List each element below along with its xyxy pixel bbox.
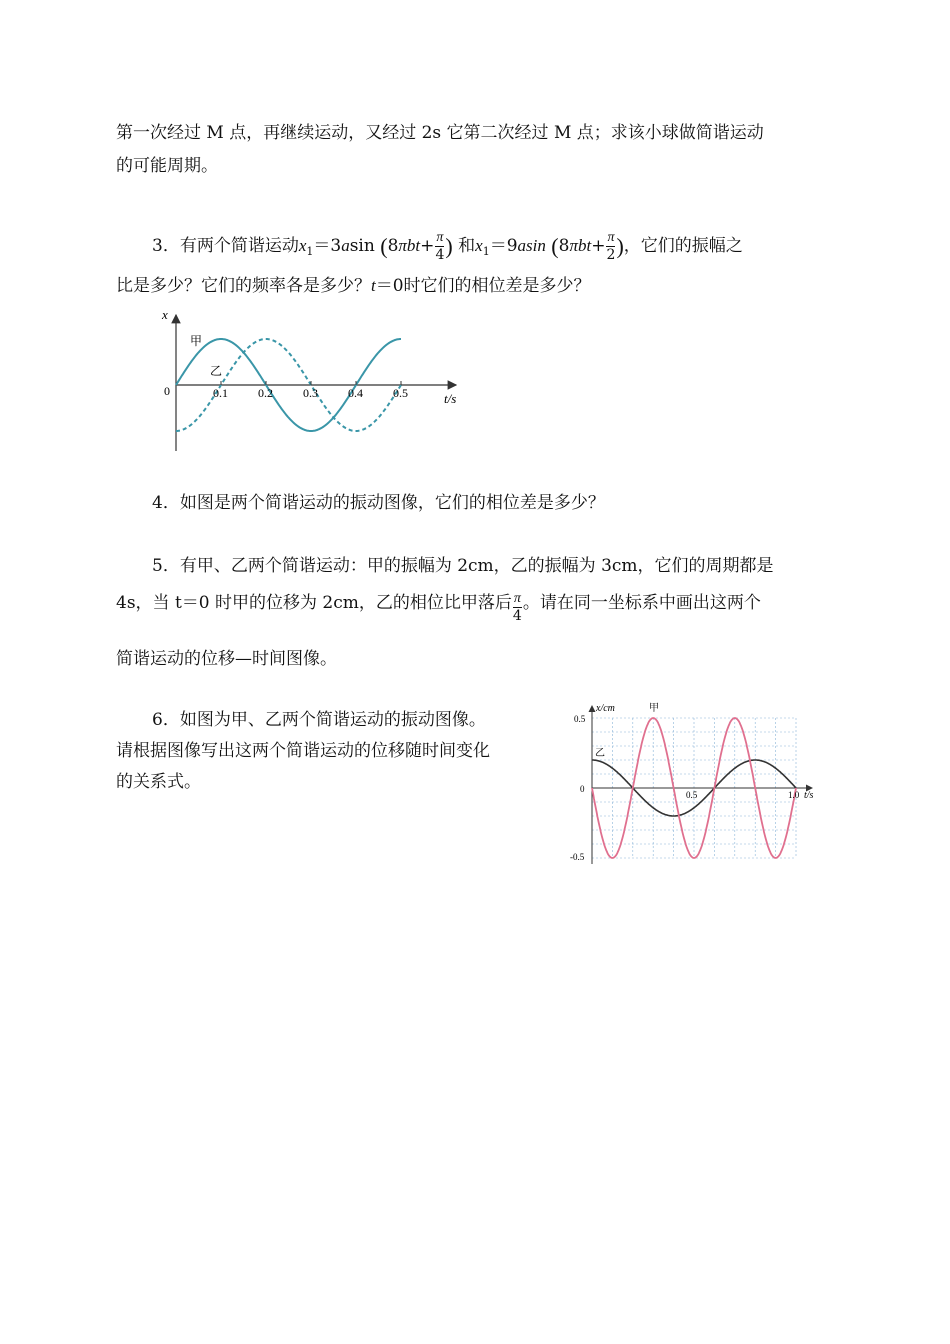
fig1-tick-label: 0.5 [393, 386, 408, 400]
q3-bt-1: bt [406, 236, 421, 255]
q3-plus-2: + [591, 236, 606, 256]
fig1-label-jia: 甲 [190, 334, 203, 348]
fig2-x-mid: 0.5 [686, 790, 698, 800]
q3-paren-open-2: ( [551, 233, 559, 259]
q3-eq2-asin: asin [517, 236, 546, 255]
fig1-tick-label: 0.4 [348, 386, 363, 400]
q3-x2-sub: 1 [482, 245, 490, 258]
q5-line-2 [116, 588, 761, 628]
q3-suffix: ，它们的振幅之 [623, 236, 743, 256]
q3-t-var: t [371, 276, 376, 295]
q3-eq1-mid: ＝3 [313, 236, 342, 256]
q5-line-1: 5．有甲、乙两个简谐运动：甲的振幅为 2cm，乙的振幅为 3cm，它们的周期都是 [152, 556, 774, 576]
q5-line2-a: 4s，当 t＝0 时甲的位移为 2cm，乙的相位比甲落后 [116, 593, 512, 613]
fig2-label-jia: 甲 [649, 703, 659, 714]
q3-paren-close-1: ) [445, 233, 453, 259]
q3-paren-open-1: ( [380, 233, 388, 259]
q3-pi-1: π [398, 236, 407, 255]
q3-line2-a: 比是多少？它们的频率各是多少？ [116, 276, 371, 296]
q5-line-3: 简谐运动的位移—时间图像。 [116, 649, 337, 669]
fig1-tick-label: 0.3 [303, 386, 318, 400]
q5-frac: $\frac{\pi}{4}$ [512, 591, 522, 624]
q3-x1-sub: 1 [306, 245, 314, 258]
q3-pi-2: π [569, 236, 578, 255]
fig1-x-label: t/s [444, 391, 457, 406]
q3-bt-2: bt [577, 236, 592, 255]
q3-line-2 [116, 276, 591, 296]
q3-line-1 [152, 228, 743, 264]
q3-x2-var: x [475, 236, 483, 255]
q3-plus-1: + [420, 236, 435, 256]
fig2-x-end: 1.0 [788, 790, 800, 800]
q4-text: 4．如图是两个简谐运动的振动图像，它们的相位差是多少？ [152, 493, 605, 513]
fig2-y-top: 0.5 [574, 714, 586, 724]
q5-line2-b: 。请在同一坐标系中画出这两个 [522, 593, 761, 613]
fig1-tick-label: 0.2 [258, 386, 273, 400]
q3-conj: 和 [458, 236, 476, 256]
q3-paren-close-2: ) [616, 233, 624, 259]
figure-2-chart [560, 700, 830, 872]
q3-prefix: 3．有两个简谐运动 [152, 236, 299, 256]
fig1-origin: 0 [164, 384, 170, 398]
fig1-tick-label: 0.1 [213, 386, 228, 400]
q3-inner-1: 8 [387, 236, 399, 256]
q3-inner-2: 8 [558, 236, 570, 256]
q2-line-2: 的可能周期。 [116, 156, 218, 176]
q3-eq1-a: a [341, 236, 350, 255]
fig1-y-label: x [162, 307, 168, 322]
q3-eq1-sin: sin [349, 236, 375, 256]
fig2-x-label: t/s [804, 790, 814, 801]
fig2-label-yi: 乙 [595, 748, 605, 759]
fig2-y-label: x/cm [596, 703, 615, 714]
q3-eq2-mid: ＝9 [489, 236, 518, 256]
q6-line-1: 6．如图为甲、乙两个简谐运动的振动图像。 [152, 710, 486, 730]
q3-frac-1: $\frac{\pi}{4}$ [435, 230, 445, 263]
q3-x1-var: x [298, 236, 307, 255]
fig1-label-yi: 乙 [210, 364, 223, 378]
fig2-y-zero: 0 [580, 784, 585, 794]
q6-line-2: 请根据图像写出这两个简谐运动的位移随时间变化 [116, 741, 490, 761]
q3-frac-2: $\frac{\pi}{2}$ [606, 230, 616, 263]
fig2-y-bottom: -0.5 [570, 852, 585, 862]
q2-line-1: 第一次经过 M 点，再继续运动，又经过 2s 它第二次经过 M 点；求该小球做简谐运动 [116, 123, 764, 143]
q6-line-3: 的关系式。 [116, 772, 201, 792]
figure-1-chart [150, 305, 480, 457]
q3-line2-b: ＝0时它们的相位差是多少？ [375, 276, 591, 296]
